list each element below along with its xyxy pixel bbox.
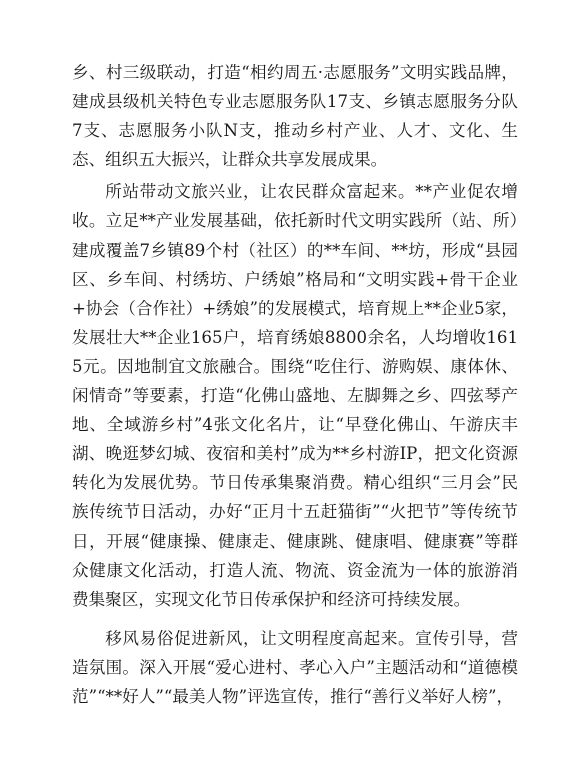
document-body xyxy=(72,58,518,711)
paragraph-3: 移风易俗促进新风，让文明程度高起来。宣传引导，营造氛围。深入开展“爱心进村、孝心入户”主题活动和“道德模范”“**好人”“最美人物”评选宣传，推行“善行义举好人榜”， xyxy=(72,628,518,706)
paragraph-2: 所站带动文旅兴业，让农民群众富起来。**产业促农增收。立足**产业发展基础，依托新时代文明实践所（站、所）建成覆盖7乡镇89个村（社区）的**车间、**坊，形成“县园区、乡车间、村绣坊、户绣娘”格局和“文明实践+骨干企业+协会（合作社）+绣娘”的发展模式，培育规上**企业5家，发展壮大**企业165户，培育绣娘8800余名，人均增收1615元。因地制宜文旅融合。围绕“吃住行、游购娱、康体休、闲情奇”等要素，打造“化佛山盛地、左脚舞之乡、四弦琴产地、全域游乡村”4张文化名片，让“早登化佛山、午游庆丰湖、晚逛梦幻城、夜宿和美村”成为**乡村游IP，把文化资源转化为发展优势。节日传承集聚消费。精心组织“三月会”民族传统节日活动，办好“正月十五赶猫街”“火把节”等传统节日，开展“健康操、健康走、健康跳、健康唱、健康赛”等群众健康文化活动，打造人流、物流、资金流为一体的旅游消费集聚区，实现文化节日传承保护和经济可持续发展。 xyxy=(72,182,518,609)
paragraph-1: 乡、村三级联动，打造“相约周五·志愿服务”文明实践品牌，建成县级机关特色专业志愿服务队17支、乡镇志愿服务分队7支、志愿服务小队N支，推动乡村产业、人才、文化、生态、组织五大振兴，让群众共享发展成果。 xyxy=(72,63,518,170)
